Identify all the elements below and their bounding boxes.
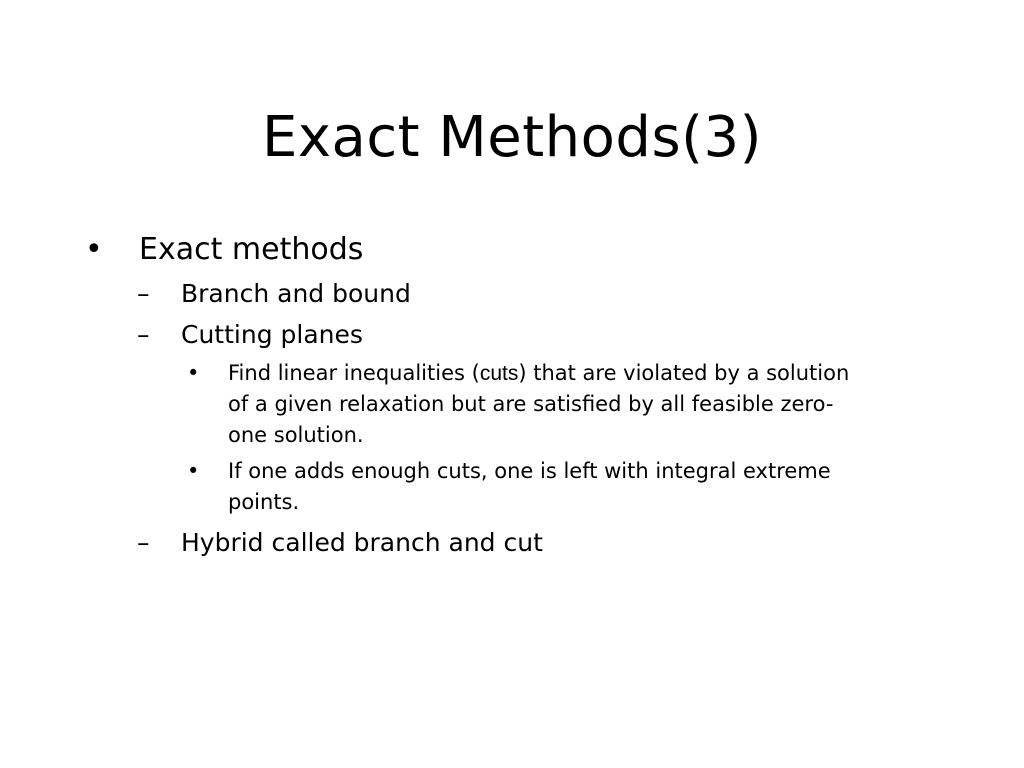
bullet-marker: • — [85, 232, 103, 267]
subbullet-text: Hybrid called branch and cut — [181, 528, 543, 557]
text-line: of a given relaxation but are satisfied by all feasible zero- — [228, 392, 834, 416]
subsubbullet-text — [228, 456, 948, 518]
text-fragment: Find linear inequalities ( — [228, 361, 480, 385]
bullet-text: Exact methods — [139, 232, 364, 267]
bullet-marker: • — [187, 361, 200, 385]
subbullet-text: Cutting planes — [181, 320, 363, 349]
text-fragment: ) that are violated by a solution — [518, 361, 850, 385]
slide-title: Exact Methods(3) — [262, 105, 762, 170]
text-line — [228, 358, 948, 389]
subsubbullet-text — [228, 358, 948, 451]
text-line: one solution. — [228, 423, 364, 447]
subbullet-text: Branch and bound — [181, 279, 411, 308]
text-line: If one adds enough cuts, one is left with integral extreme — [228, 459, 831, 483]
text-line: points. — [228, 490, 300, 514]
dash-marker: – — [137, 528, 150, 557]
bullet-marker: • — [187, 459, 200, 483]
cuts-term: cuts — [479, 362, 519, 385]
dash-marker: – — [137, 320, 150, 349]
dash-marker: – — [137, 279, 150, 308]
